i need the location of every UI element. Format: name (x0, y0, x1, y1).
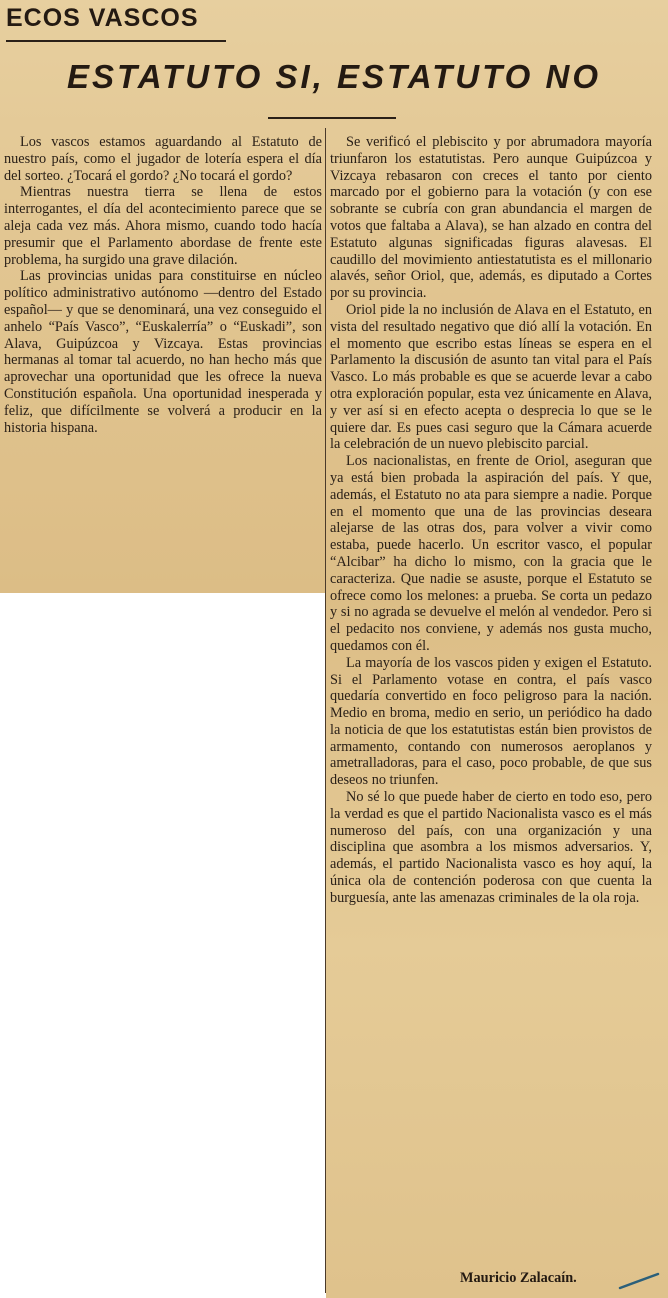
paragraph: Los vascos estamos aguardando al Estatuto de nuestro país, como el jugador de lotería espera el día del sorteo. ¿Tocará el gordo? ¿No tocará el gordo? (4, 134, 322, 184)
paragraph: Los nacionalistas, en frente de Oriol, aseguran que ya está bien probada la aspiración del país. Y que, además, el Estatuto no ata para siempre a nadie. Porque en el momento que una de las provincias deseara alejarse de las otras dos, para volver a vivir como estaba, puede hacerlo. Un escritor vasco, el popular “Alcibar” ha dicho lo mismo, con la gracia que le caracteriza. Que nadie se asuste, porque el Estatuto se ofrece como los melones: a prueba. Se corta un pedazo y si no agrada se devuelve el melón al vendedor. Pero si el pedacito nos conviene, y además nos gusta mucho, quedamos con él. (330, 453, 652, 654)
section-title: ECOS VASCOS (6, 4, 199, 32)
author-signature: Mauricio Zalacaín. (460, 1270, 577, 1286)
paragraph: Las provincias unidas para constituirse en núcleo político administrativo autónomo —dentro del Estado español— y que se denominará, una vez conseguido el anhelo “País Vasco”, “Euskalerría” o “Euskadi”, son Alava, Guipúzcoa y Vizcaya. Estas provincias hermanas al tomar tal acuerdo, no han hecho más que aprovechar una oportunidad que les ofrece la nueva Constitución española. Una oportunidad inesperada y feliz, que difícilmente se volverá a producir en la historia hispana. (4, 268, 322, 436)
column-divider (325, 128, 326, 1293)
paragraph: La mayoría de los vascos piden y exigen el Estatuto. Si el Parlamento votase en contra, el país vasco quedaría convertido en foco peligroso para la nación. Medio en broma, medio en serio, un periódico ha dado la noticia de que los estatutistas están bien provistos de armamento, contando con numerosos aeroplanos y ametralladoras, para el caso, poco probable, de que sus deseos no triunfen. (330, 654, 652, 789)
paragraph: Mientras nuestra tierra se llena de estos interrogantes, el día del acontecimiento parece que se aleja cada vez más. Ahora mismo, cuando todo hacía presumir que el Parlamento abordase de frente este problema, ha surgido una grave dilación. (4, 184, 322, 268)
headline-rule (268, 117, 396, 119)
paragraph: Oriol pide la no inclusión de Alava en el Estatuto, en vista del resultado negativo que dió allí la votación. En el momento que escribo estas líneas se espera en el Parlamento la discusión de asunto tan vital para el País Vasco. Lo más probable es que se acuerde levar a cabo otra exploración popular, esta vez únicamente en Alava, y ver así si en efecto acepta o desprecia lo que se le quiere dar. Es pues casi seguro que la Cámara acuerde la celebración de un nuevo plebiscito parcial. (330, 301, 652, 453)
article-headline: ESTATUTO SI, ESTATUTO NO (66, 58, 602, 95)
left-column (4, 134, 322, 436)
section-underline (6, 40, 226, 42)
right-column (330, 134, 652, 907)
paragraph: Se verificó el plebiscito y por abrumadora mayoría triunfaron los estatutistas. Pero aunque Guipúzcoa y Vizcaya rebasaron con creces el tanto por ciento marcado por el gobierno para la votación (y con ese sobrante se cubría con gran abundancia el margen de votos que faltaba a Alava), se han alzado en contra del Estatuto algunas significadas figuras alavesas. El caudillo del movimiento antiestatutista es el millonario alavés, señor Oriol, que, además, es diputado a Cortes por su provincia. (330, 134, 652, 302)
pen-mark-icon (618, 1270, 662, 1292)
paragraph: No sé lo que puede haber de cierto en todo eso, pero la verdad es que el partido Nacionalista vasco es el más numeroso del país, con una organización y una disciplina que asombra a los mismos adversarios. Y, además, el partido Nacionalista vasco es hoy aquí, la única ola de contención poderosa con que cuenta la burguesía, ante las amenazas criminales de la ola roja. (330, 789, 652, 906)
